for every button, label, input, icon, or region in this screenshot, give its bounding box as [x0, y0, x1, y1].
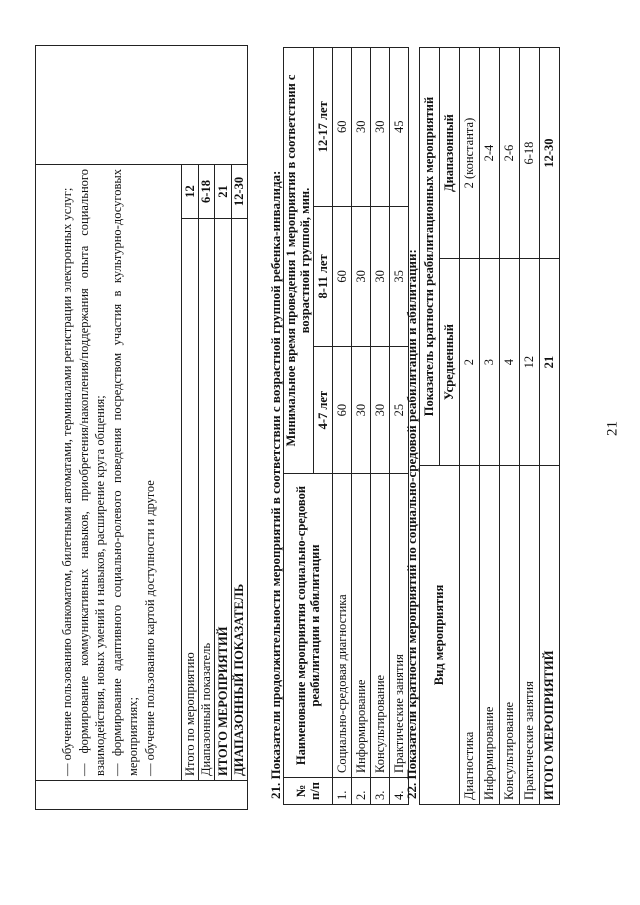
row-value: 60: [332, 206, 351, 347]
table-row: [480, 48, 500, 805]
duration-header-row: [284, 48, 314, 805]
table-row: [460, 48, 480, 805]
bullet-item: — обучение пользованию банкоматом, билетными автоматами, терминалами регистрации электронных услуг;: [60, 187, 74, 776]
bullet-list-cell: [36, 165, 182, 781]
row-num: 1.: [332, 778, 351, 805]
bullet-item: — формирование адаптивного социально-ролевого поведения посредством участия в культурно-досуговых мероприятиях;: [109, 169, 140, 776]
summary-value: 6-18: [198, 165, 215, 219]
row-name: Информирование: [480, 466, 500, 805]
bullet-item: — формирование коммуникативных навыков, приобретения/накопления/поддержания опыта социального взаимодействия, новых умений и навыков, расширение круга общения;: [76, 169, 107, 776]
row-value: 60: [332, 48, 351, 207]
row-average: 4: [500, 259, 520, 466]
row-name: Консультирование: [370, 474, 389, 778]
summary-label: ДИАПАЗОННЫЙ ПОКАЗАТЕЛЬ: [231, 219, 248, 781]
summary-label: Итого по мероприятию: [182, 219, 199, 781]
row-range: 12-30: [540, 48, 560, 259]
row-name: Практические занятия: [520, 466, 540, 805]
row-name: Консультирование: [500, 466, 520, 805]
table-row: [500, 48, 520, 805]
row-range: 2 (константа): [460, 48, 480, 259]
summary-label: ИТОГО МЕРОПРИЯТИЙ: [215, 219, 232, 781]
header-activity-name: Наименование мероприятия социально-средовой реабилитации и абилитации: [284, 474, 333, 778]
page-number: 21: [604, 421, 621, 436]
header-num: № п/п: [284, 778, 333, 805]
summary-label: Диапазонный показатель: [198, 219, 215, 781]
age-group-header: 12-17 лет: [313, 48, 332, 207]
table-row-total: [540, 48, 560, 805]
row-range: 6-18: [520, 48, 540, 259]
row-num: 4.: [389, 778, 408, 805]
row-num: 2.: [351, 778, 370, 805]
row-value: 30: [351, 347, 370, 474]
continuation-bullets-row: [36, 46, 182, 810]
header-min-time: Минимальное время проведения 1 мероприятия в соответствии с возрастной группой, мин.: [284, 48, 314, 474]
age-group-header: 4-7 лет: [313, 347, 332, 474]
row-average: 2: [460, 259, 480, 466]
row-value: 30: [370, 206, 389, 347]
row-average: 3: [480, 259, 500, 466]
header-activity-type: Вид мероприятия: [420, 466, 460, 805]
row-average: 12: [520, 259, 540, 466]
table-row: [520, 48, 540, 805]
row-name: ИТОГО МЕРОПРИЯТИЙ: [540, 466, 560, 805]
row-name: Социально-средовая диагностика: [332, 474, 351, 778]
row-value: 25: [389, 347, 408, 474]
duration-table: [283, 47, 409, 805]
row-name: Практические занятия: [389, 474, 408, 778]
row-name: Информирование: [351, 474, 370, 778]
table-row: [370, 48, 389, 805]
section-22-title: 22. Показатели кратности мероприятий по социально-средовой реабилитации и абилитации:: [404, 249, 419, 799]
row-range: 2-4: [480, 48, 500, 259]
row-name: Диагностика: [460, 466, 480, 805]
row-value: 30: [370, 48, 389, 207]
row-value: 30: [370, 347, 389, 474]
row-value: 30: [351, 206, 370, 347]
header-average: Усредненный: [440, 259, 460, 466]
row-average: 21: [540, 259, 560, 466]
bullet-item: — обучение пользованию картой доступности и другое: [142, 480, 157, 776]
summary-value: 21: [215, 165, 232, 219]
header-frequency-group: Показатель кратности реабилитационных мероприятий: [420, 48, 440, 466]
frequency-table: [419, 47, 560, 805]
row-range: 2-6: [500, 48, 520, 259]
blank-right-column: [36, 46, 248, 165]
frequency-header-row: [420, 48, 440, 805]
row-value: 45: [389, 48, 408, 207]
header-range: Диапазонный: [440, 48, 460, 259]
summary-value: 12-30: [231, 165, 248, 219]
blank-left-column: [36, 781, 248, 810]
row-value: 60: [332, 347, 351, 474]
summary-value: 12: [182, 165, 199, 219]
section-21-title: 21. Показатели продолжительности мероприятий в соответствии с возрастной группой ребенка-инвалида:: [268, 170, 283, 799]
table-row: [332, 48, 351, 805]
continuation-table: [35, 45, 248, 810]
row-num: 3.: [370, 778, 389, 805]
row-value: 30: [351, 48, 370, 207]
table-row: [351, 48, 370, 805]
row-value: 35: [389, 206, 408, 347]
age-group-header: 8-11 лет: [313, 206, 332, 347]
